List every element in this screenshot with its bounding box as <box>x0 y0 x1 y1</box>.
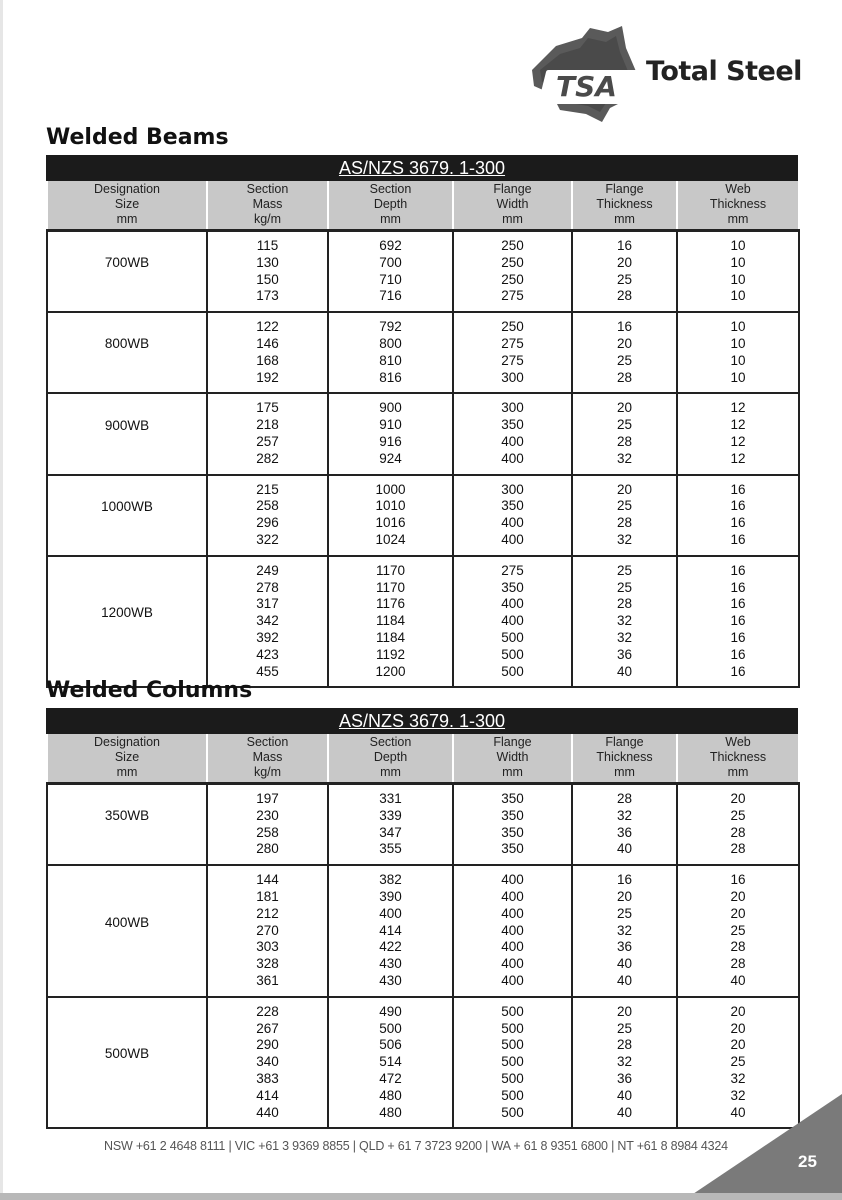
columns-standard: AS/NZS 3679. 1-300 <box>338 711 506 731</box>
footer-contacts: NSW +61 2 4648 8111 | VIC +61 3 9369 8855 | QLD + 61 7 3723 9200 | WA + 61 8 9351 6800 | NT +61 8 8984 4324 <box>104 1139 728 1153</box>
table-row <box>47 393 799 474</box>
column-header: Flange Thickness mm <box>572 181 677 231</box>
value-cell: 250 275 275 300 <box>453 312 572 393</box>
value-cell: 249 278 317 342 392 423 455 <box>207 556 328 688</box>
value-cell: 300 350 400 400 <box>453 475 572 556</box>
value-cell: 16 20 25 28 <box>572 312 677 393</box>
value-cell: 20 25 28 32 36 40 40 <box>572 997 677 1129</box>
beams-title: Welded Beams <box>46 125 229 150</box>
brand-name: Total Steel <box>646 56 802 87</box>
value-cell: 10 10 10 10 <box>677 232 799 312</box>
value-cell: 1170 1170 1176 1184 1184 1192 1200 <box>328 556 453 688</box>
value-cell: 275 350 400 400 500 500 500 <box>453 556 572 688</box>
value-cell: 115 130 150 173 <box>207 232 328 312</box>
column-header: Web Thickness mm <box>677 734 799 784</box>
beams-header-row <box>47 181 799 231</box>
designation-cell: 1000WB <box>47 475 207 556</box>
value-cell: 175 218 257 282 <box>207 393 328 474</box>
value-cell: 692 700 710 716 <box>328 232 453 312</box>
value-cell: 350 350 350 350 <box>453 785 572 865</box>
value-cell: 382 390 400 414 422 430 430 <box>328 865 453 997</box>
value-cell: 900 910 916 924 <box>328 393 453 474</box>
value-cell: 792 800 810 816 <box>328 312 453 393</box>
column-header: Flange Thickness mm <box>572 734 677 784</box>
value-cell: 20 25 28 32 <box>572 393 677 474</box>
value-cell: 215 258 296 322 <box>207 475 328 556</box>
bottom-strip <box>0 1193 842 1200</box>
column-header: Section Depth mm <box>328 181 453 231</box>
designation-cell: 350WB <box>47 785 207 865</box>
page-edge <box>0 0 3 1200</box>
beams-table <box>46 181 800 688</box>
value-cell: 122 146 168 192 <box>207 312 328 393</box>
value-cell: 400 400 400 400 400 400 400 <box>453 865 572 997</box>
column-header: Flange Width mm <box>453 734 572 784</box>
table-row <box>47 312 799 393</box>
column-header: Section Mass kg/m <box>207 734 328 784</box>
table-row <box>47 475 799 556</box>
columns-header-row <box>47 734 799 784</box>
table-row <box>47 785 799 865</box>
columns-table <box>46 734 800 1129</box>
value-cell: 10 10 10 10 <box>677 312 799 393</box>
value-cell: 20 25 28 32 <box>572 475 677 556</box>
value-cell: 20 25 28 28 <box>677 785 799 865</box>
value-cell: 25 25 28 32 32 36 40 <box>572 556 677 688</box>
table-row <box>47 556 799 688</box>
designation-cell: 400WB <box>47 865 207 997</box>
table-row <box>47 865 799 997</box>
value-cell: 16 20 20 25 28 28 40 <box>677 865 799 997</box>
value-cell: 250 250 250 275 <box>453 232 572 312</box>
value-cell: 197 230 258 280 <box>207 785 328 865</box>
value-cell: 16 20 25 32 36 40 40 <box>572 865 677 997</box>
table-row <box>47 232 799 312</box>
designation-cell: 900WB <box>47 393 207 474</box>
value-cell: 12 12 12 12 <box>677 393 799 474</box>
designation-cell: 700WB <box>47 232 207 312</box>
value-cell: 1000 1010 1016 1024 <box>328 475 453 556</box>
designation-cell: 1200WB <box>47 556 207 688</box>
value-cell: 300 350 400 400 <box>453 393 572 474</box>
column-header: Section Mass kg/m <box>207 181 328 231</box>
columns-standard-bar <box>46 708 798 734</box>
column-header: Web Thickness mm <box>677 181 799 231</box>
value-cell: 500 500 500 500 500 500 500 <box>453 997 572 1129</box>
value-cell: 28 32 36 40 <box>572 785 677 865</box>
page-number: 25 <box>798 1152 817 1171</box>
column-header: Section Depth mm <box>328 734 453 784</box>
value-cell: 490 500 506 514 472 480 480 <box>328 997 453 1129</box>
beams-standard: AS/NZS 3679. 1-300 <box>338 158 506 178</box>
designation-cell: 800WB <box>47 312 207 393</box>
column-header: Designation Size mm <box>47 181 207 231</box>
value-cell: 16 20 25 28 <box>572 232 677 312</box>
column-header: Flange Width mm <box>453 181 572 231</box>
column-header: Designation Size mm <box>47 734 207 784</box>
value-cell: 228 267 290 340 383 414 440 <box>207 997 328 1129</box>
value-cell: 20 20 20 25 32 32 40 <box>677 997 799 1129</box>
logo-mark-text: TSA <box>556 70 617 103</box>
value-cell: 16 16 16 16 16 16 16 <box>677 556 799 688</box>
value-cell: 144 181 212 270 303 328 361 <box>207 865 328 997</box>
value-cell: 16 16 16 16 <box>677 475 799 556</box>
value-cell: 331 339 347 355 <box>328 785 453 865</box>
columns-title: Welded Columns <box>46 678 253 703</box>
page-corner-shape <box>680 1092 842 1200</box>
designation-cell: 500WB <box>47 997 207 1129</box>
beams-standard-bar <box>46 155 798 181</box>
